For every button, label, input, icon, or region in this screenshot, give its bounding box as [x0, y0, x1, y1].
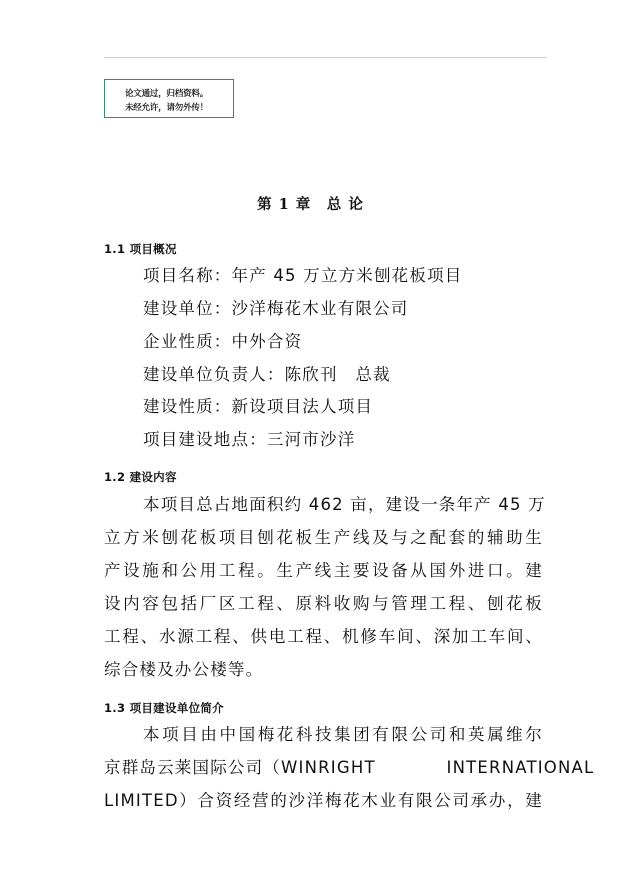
section-heading-1-1: 1.1 项目概况 [104, 242, 177, 256]
paragraph-line: 设内容包括厂区工程、原料收购与管理工程、刨花板 [104, 594, 543, 613]
overview-item: 建设单位负责人：陈欣刊 总裁 [143, 365, 391, 384]
overview-item: 项目建设地点：三河市沙洋 [143, 430, 356, 449]
paragraph-line: 产设施和公用工程。生产线主要设备从国外进口。建 [104, 561, 543, 580]
paragraph-line: 立方米刨花板项目刨花板生产线及与之配套的辅助生 [104, 528, 543, 547]
paragraph-line: 本项目总占地面积约 462 亩，建设一条年产 45 万 [143, 495, 546, 514]
overview-item: 建设单位：沙洋梅花木业有限公司 [143, 299, 409, 318]
overview-item: 建设性质：新设项目法人项目 [143, 397, 374, 416]
section-heading-1-3: 1.3 项目建设单位简介 [104, 701, 224, 715]
overview-item: 项目名称：年产 45 万立方米刨花板项目 [143, 266, 463, 285]
overview-item: 企业性质：中外合资 [143, 332, 303, 351]
paragraph-line: LIMITED）合资经营的沙洋梅花木业有限公司承办，建 [104, 791, 543, 810]
section-heading-1-2: 1.2 建设内容 [104, 470, 177, 484]
paragraph-line: 工程、水源工程、供电工程、机修车间、深加工车间、 [104, 627, 543, 646]
paragraph-line: 本项目由中国梅花科技集团有限公司和英属维尔 [143, 725, 543, 744]
archive-stamp [104, 79, 234, 118]
chapter-title: 第 1 章 总 论 [257, 196, 364, 213]
stamp-line-1: 论文通过，归档资料。 [125, 89, 209, 99]
paragraph-line: 综合楼及办公楼等。 [104, 660, 264, 679]
header-rule [104, 57, 547, 58]
stamp-line-2: 未经允许，请勿外传！ [125, 103, 209, 113]
paragraph-line: 京群岛云莱国际公司（WINRIGHT INTERNATIONAL [104, 758, 595, 777]
